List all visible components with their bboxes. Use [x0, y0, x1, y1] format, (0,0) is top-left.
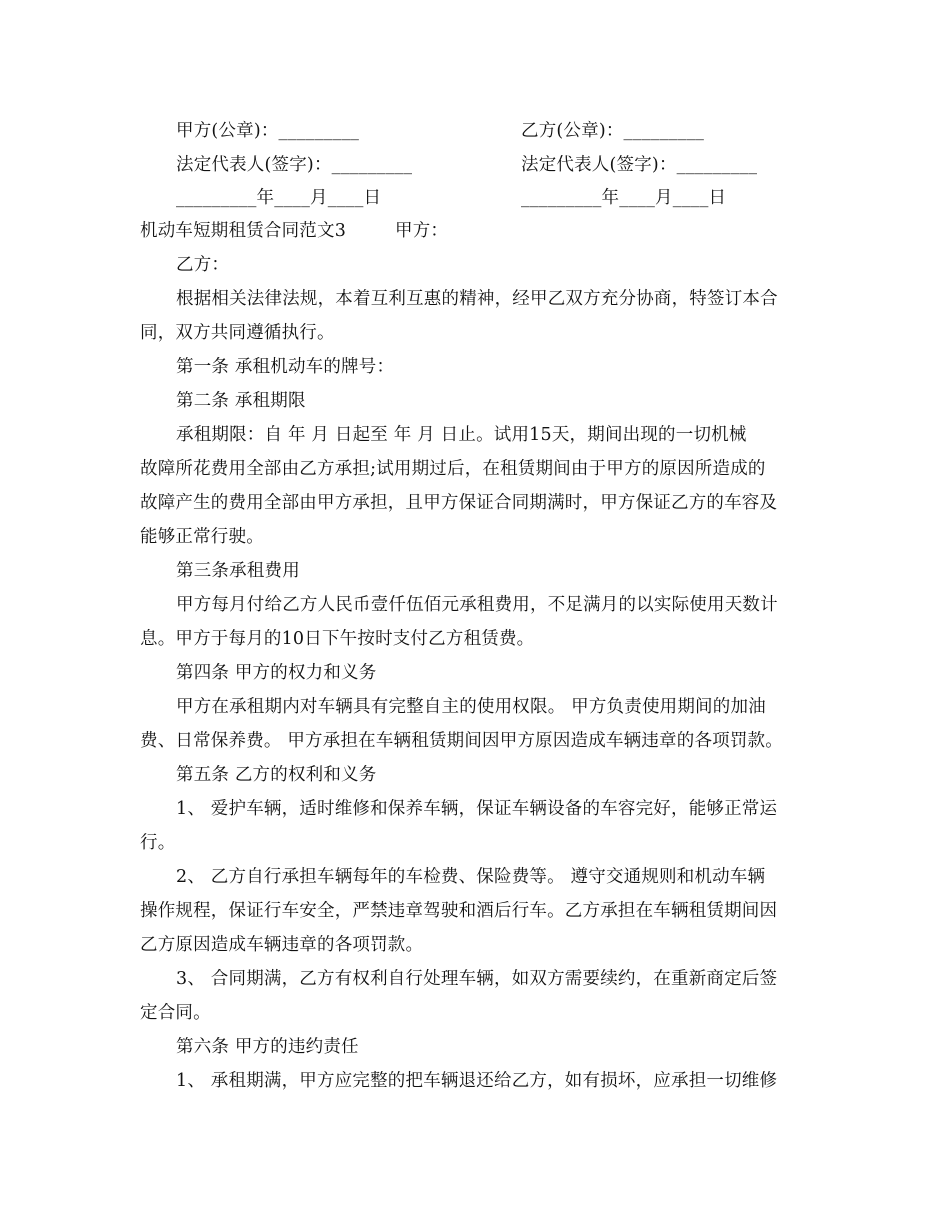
- document-heading: 机动车短期租赁合同范文3: [140, 221, 347, 241]
- party-a-representative-line: 法定代表人(签字)：_________: [176, 155, 413, 175]
- intro-line: 根据相关法律法规，本着互利互惠的精神，经甲乙双方充分协商，特签订本合: [176, 289, 778, 309]
- article-5-item: 定合同。: [140, 1003, 211, 1023]
- article-4-heading: 第四条 甲方的权力和义务: [176, 663, 377, 683]
- article-4-text: 费、日常保养费。 甲方承担在车辆租赁期间因甲方原因造成车辆违章的各项罚款。: [140, 731, 783, 751]
- article-2-heading: 第二条 承租期限: [176, 391, 306, 411]
- article-4-text: 甲方在承租期内对车辆具有完整自主的使用权限。 甲方负责使用期间的加油: [176, 697, 766, 717]
- article-2-text: 承租期限：自 年 月 日起至 年 月 日止。试用15天，期间出现的一切机械: [176, 425, 747, 445]
- heading-party-a: 甲方：: [395, 221, 449, 241]
- article-6-item: 1、 承租期满，甲方应完整的把车辆退还给乙方，如有损坏，应承担一切维修: [176, 1071, 778, 1091]
- article-1-heading: 第一条 承租机动车的牌号：: [176, 357, 395, 377]
- article-3-text: 甲方每月付给乙方人民币壹仟伍佰元承租费用，不足满月的以实际使用天数计: [176, 595, 778, 615]
- article-2-text: 故障产生的费用全部由甲方承担，且甲方保证合同期满时，甲方保证乙方的车容及: [140, 493, 778, 513]
- article-3-text: 息。甲方于每月的10日下午按时支付乙方租赁费。: [140, 629, 535, 649]
- article-5-item: 行。: [140, 833, 176, 853]
- article-3-heading: 第三条承租费用: [176, 561, 300, 581]
- intro-line: 同，双方共同遵循执行。: [140, 323, 335, 343]
- article-5-item: 操作规程，保证行车安全，严禁违章驾驶和酒后行车。乙方承担在车辆租赁期间因: [140, 901, 778, 921]
- article-5-item: 乙方原因造成车辆违章的各项罚款。: [140, 935, 424, 955]
- article-5-heading: 第五条 乙方的权利和义务: [176, 765, 377, 785]
- party-b-label: 乙方：: [176, 255, 230, 275]
- article-5-item: 2、 乙方自行承担车辆每年的车检费、保险费等。 遵守交通规则和机动车辆: [176, 867, 766, 887]
- article-5-item: 1、 爱护车辆，适时维修和保养车辆，保证车辆设备的车容完好，能够正常运: [176, 799, 778, 819]
- article-2-text: 故障所花费用全部由乙方承担;试用期过后，在租赁期间由于甲方的原因所造成的: [140, 459, 766, 479]
- party-a-seal-line: 甲方(公章)：_________: [176, 121, 360, 141]
- party-b-date-line: _________年____月____日: [521, 188, 727, 208]
- party-b-representative-line: 法定代表人(签字)：_________: [521, 155, 758, 175]
- article-5-item: 3、 合同期满，乙方有权利自行处理车辆，如双方需要续约，在重新商定后签: [176, 969, 778, 989]
- article-2-text: 能够正常行驶。: [140, 527, 264, 547]
- party-b-seal-line: 乙方(公章)：_________: [521, 121, 705, 141]
- party-a-date-line: _________年____月____日: [176, 188, 382, 208]
- article-6-heading: 第六条 甲方的违约责任: [176, 1037, 359, 1057]
